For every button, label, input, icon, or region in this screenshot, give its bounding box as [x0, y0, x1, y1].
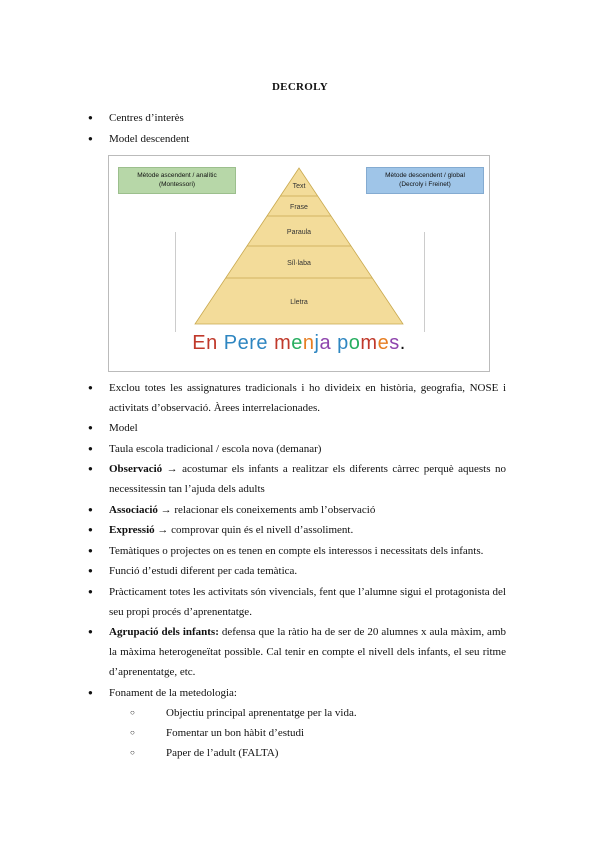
pyramid-level-label: Lletra: [290, 299, 308, 306]
list-item: [88, 500, 506, 520]
pyramid-level-label: Síl·laba: [287, 260, 311, 267]
list-item: [88, 582, 506, 622]
list-item: [88, 561, 506, 581]
ascending-method-sub: (Montessori): [158, 181, 196, 188]
sentence-word: pomes.: [337, 332, 406, 354]
list-item: [88, 541, 506, 561]
list-item: [88, 378, 506, 418]
list-item-text: Exclou totes les assignatures tradicionals i ho divideix en història, geografia, NOSE i activitats d’observació. Àrees interrelacionades.: [109, 381, 506, 414]
document-title: DECROLY: [271, 81, 329, 93]
descending-method-label: Mètode descendent / global: [385, 172, 465, 179]
list-item: [88, 622, 506, 682]
list-item-text: defensa que la ràtio ha de ser de 20 alumnes x aula màxim, amb la màxima heterogeneïtat possible. Cal tenir en compte el nivell dels infants, el seu ritme d’aprenentatge, etc.: [109, 626, 507, 678]
example-sentence: [109, 333, 489, 353]
sentence-word: Pere: [223, 332, 269, 354]
list-item-text: Funció d’estudi diferent per cada temàtica.: [109, 565, 298, 577]
list-item-bold: Observació: [109, 463, 163, 475]
list-item: [88, 683, 506, 763]
list-item-text: Taula escola tradicional / escola nova (demanar): [109, 442, 322, 455]
sub-list-item: ○ Fomentar un bon hàbit d’estudi: [130, 723, 506, 743]
list-item-bold: Expressió: [109, 524, 155, 536]
sentence-word: menja: [274, 332, 332, 354]
pyramid-level-label: Text: [292, 183, 306, 190]
list-item-text: → acostumar els infants a realitzar els diferents càrrec perquè aquests no necessitessin tan l’ajuda dels adults: [109, 463, 506, 495]
list-item-bold: Agrupació dels infants:: [109, 626, 219, 638]
list-item-text: Model: [109, 422, 138, 434]
list-item: [88, 439, 506, 459]
pyramid-level-label: Paraula: [286, 229, 312, 236]
sentence-word: En: [192, 332, 218, 354]
list-item-text: → comprovar quin és el nivell d’assoliment.: [154, 524, 354, 536]
list-item-text: Pràcticament totes les activitats són vivencials, fent que l’alumne sigui el protagonista del seu propi procés d’aprenentatge.: [109, 585, 506, 618]
pyramid-level-label: Frase: [290, 204, 308, 211]
list-item-text: Fonament de la metedologia:: [109, 686, 237, 699]
pyramid-figure: [108, 155, 490, 372]
list-item: [88, 520, 506, 540]
ascending-method-label: Mètode ascendent / analític: [137, 172, 217, 179]
sub-list-item: ○ Paper de l’adult (FALTA): [130, 743, 506, 763]
descending-method-sub: (Decroly i Freinet): [399, 181, 451, 188]
list-item: ● Model descendent: [88, 129, 506, 149]
bullet-list: [88, 108, 506, 763]
list-item-text: Temàtiques o projectes on es tenen en compte els interessos i necessitats dels infants.: [109, 544, 484, 557]
list-item-bold: Associació: [109, 503, 158, 516]
list-item: [88, 418, 506, 438]
list-item: [88, 459, 506, 499]
figure-container: [88, 149, 506, 377]
list-item: ● Centres d’interès: [88, 108, 506, 128]
sub-bullet-list: [109, 703, 506, 763]
list-item-text: → relacionar els coneixements amb l’observació: [157, 503, 376, 516]
sub-list-item: ○ Objectiu principal aprenentatge per la vida.: [130, 703, 506, 723]
